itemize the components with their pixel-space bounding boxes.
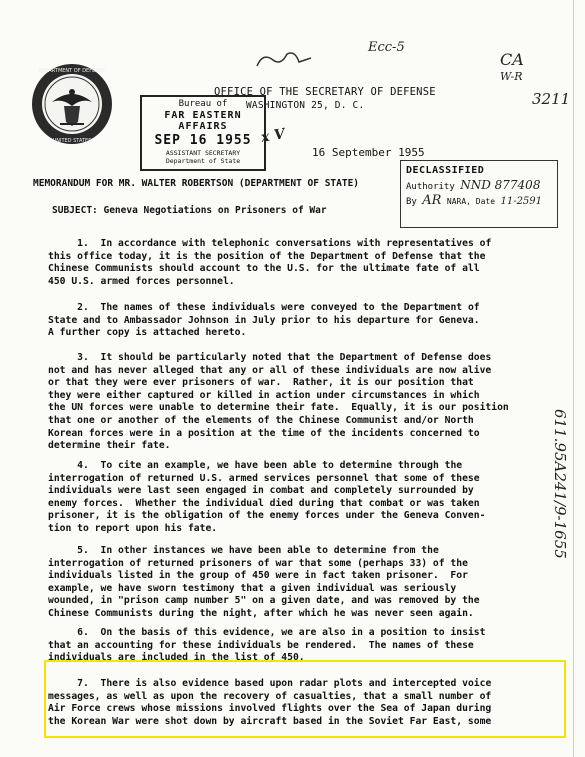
nara-label: NARA, Date: [446, 197, 496, 206]
handwritten-file-number: 3211: [532, 90, 571, 108]
department-of-defense-seal: [30, 62, 114, 146]
declassified-stamp: [400, 160, 558, 228]
authority-label: Authority: [406, 182, 455, 192]
by-value: AR: [422, 193, 442, 208]
office-address: WASHINGTON 25, D. C.: [246, 100, 365, 111]
stamp-line-date: SEP 16 1955: [154, 133, 252, 148]
margin-file-note: [540, 410, 580, 700]
paragraph-1: 1. In accordance with telephonic conversations with representatives of this office today, it is the position of the Department of Defense that the Chinese Communists should account to the U.S. for the ultimate fate of all 450 U.S. armed forces personnel.: [48, 238, 492, 287]
declassified-authority: [406, 178, 552, 194]
stamp-line-bureau: Bureau of: [178, 99, 228, 109]
memo-date: 16 September 1955: [312, 146, 425, 159]
by-label: By: [406, 197, 417, 207]
svg-text:UNITED STATES: UNITED STATES: [52, 138, 92, 144]
office-title: OFFICE OF THE SECRETARY OF DEFENSE: [214, 86, 436, 98]
paragraph-4: 4. To cite an example, we have been able to determine through the interrogation of returned U.S. armed services personnel that some of these individuals were last seen engaged in combat and completely surrounded by enemy forces. Whether the individual died during that combat or was taken prisoner, it is the obligation of the enemy forces under the Geneva Conven- tion to report upon his fate.: [48, 460, 486, 534]
stamp-line-office: FAR EASTERN AFFAIRS: [164, 110, 242, 132]
declassified-by-line: [406, 194, 552, 209]
handwritten-margin-reference: 611.95A241/9-1655: [551, 409, 569, 559]
nara-value: 11-2591: [500, 196, 543, 207]
paragraph-3: 3. It should be particularly noted that the Department of Defense does not and has never alleged that any or all of these individuals are now alive or that they were ever prisoners of war. Rather, it is our position that they were either captured or killed in action under circumstances in which the UN forces were unable to determine their fate. Equally, it is our position that one or another of the elements of the Chinese Communist and/or North Korean forces were in a position at the time of the incidents concerned to determine their fate.: [48, 352, 509, 452]
handwritten-note-top: Ecc-5: [368, 40, 405, 55]
memo-addressee: MEMORANDUM FOR MR. WALTER ROBERTSON (DEPARTMENT OF STATE): [33, 178, 360, 189]
highlight-box: [44, 660, 566, 738]
paragraph-7: 7. There is also evidence based upon radar plots and intercepted voice messages, as well as upon the recovery of casualties, that a small number of Air Force crews whose missions involved flights over the Sea of Japan during the Korean War were shot down by aircraft based in the Soviet Far East, some: [48, 678, 492, 727]
received-stamp: [140, 95, 266, 171]
authority-value: NND 877408: [460, 178, 541, 192]
stamp-line-department: Department of State: [165, 157, 241, 165]
paragraph-5: 5. In other instances we have been able to determine from the interrogation of returned prisoners of war that some (perhaps 33) of the individuals listed in the group of 450 were in fact taken prisoner. For example, we have sworn testimony that a given individual was seriously wounded, in "prison camp number 5" on a given date, and was removed by the Chinese Communists during the night, after which he was never seen again.: [48, 545, 480, 619]
paragraph-2: 2. The names of these individuals were conveyed to the Department of State and to Ambassador Johnson in July prior to his departure for Geneva. A further copy is attached hereto.: [48, 302, 480, 339]
paragraph-6: 6. On the basis of this evidence, we are also in a position to insist that an accounting for these individuals be rendered. The names of these individuals are included in the list of 450.: [48, 627, 486, 664]
memo-subject: SUBJECT: Geneva Negotiations on Prisoners of War: [52, 205, 327, 216]
handwritten-note-ca: CA: [500, 50, 524, 69]
svg-text:DEPARTMENT OF DEFENSE: DEPARTMENT OF DEFENSE: [38, 68, 106, 74]
declassified-title: DECLASSIFIED: [406, 165, 485, 176]
scribble-mark: [255, 48, 315, 70]
handwritten-tick: x V: [259, 126, 287, 146]
stamp-line-title: ASSISTANT SECRETARY: [165, 149, 241, 157]
handwritten-note-wr: W-R: [500, 70, 523, 83]
